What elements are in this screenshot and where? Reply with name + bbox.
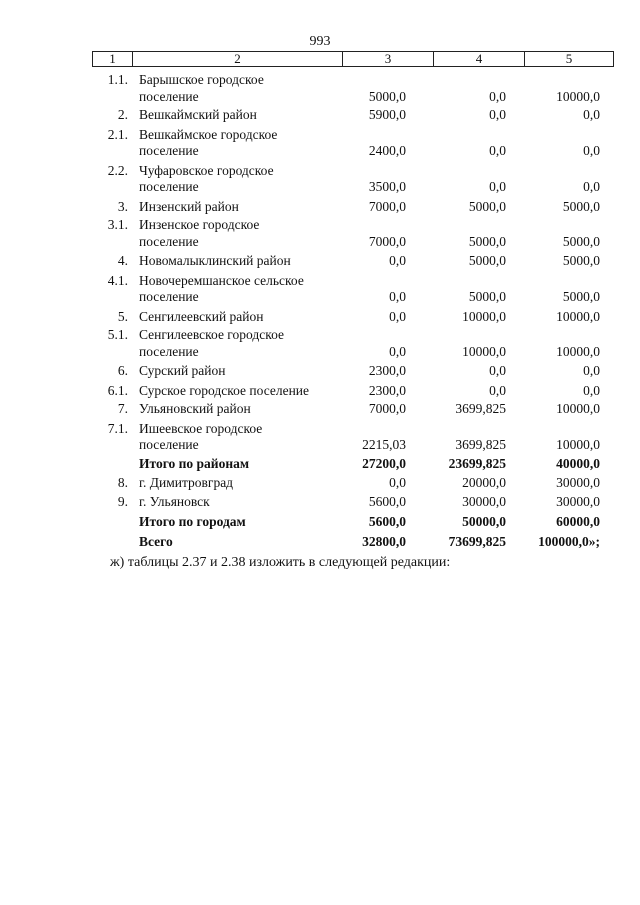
value-col-4: 0,0 <box>489 88 506 104</box>
table-body <box>92 72 614 550</box>
row-name <box>139 163 329 196</box>
value-col-5: 5000,0 <box>562 253 600 268</box>
row-name-line: поселение <box>139 437 199 452</box>
row-name <box>139 514 329 531</box>
row-name-line: г. Ульяновск <box>139 493 210 509</box>
value-col-3: 0,0 <box>389 343 406 359</box>
value-col-4: 10000,0 <box>462 343 506 359</box>
value-col-3: 32800,0 <box>362 533 406 549</box>
value-col-5: 5000,0 <box>562 198 600 214</box>
value-col-4: 5000,0 <box>468 289 506 304</box>
row-number: 2.1. <box>107 126 128 142</box>
header-col-1: 1 <box>93 52 133 66</box>
table-row <box>92 273 614 306</box>
value-col-5: 0,0 <box>583 143 600 158</box>
row-name-line: Итого по городам <box>139 514 246 529</box>
table-row <box>92 475 614 492</box>
row-name-line: Итого по районам <box>139 455 250 471</box>
row-name-line: Всего <box>139 533 173 549</box>
value-col-3: 2400,0 <box>368 143 406 158</box>
row-name-line: Барышское городское <box>139 72 264 87</box>
table-row <box>92 107 614 124</box>
table-row <box>92 127 614 160</box>
row-name-line: Сенгилеевский район <box>139 308 264 324</box>
table-row <box>92 494 614 511</box>
row-name <box>139 273 329 306</box>
row-name-line: Инзенское городское <box>139 217 260 232</box>
value-col-4: 0,0 <box>489 363 506 378</box>
value-col-5: 60000,0 <box>556 514 600 529</box>
table-header <box>92 51 614 67</box>
value-col-4: 5000,0 <box>468 198 506 214</box>
value-col-5: 0,0 <box>583 179 600 194</box>
row-number: 9. <box>117 493 128 509</box>
row-name-line: Вешкаймское городское <box>139 126 278 142</box>
row-number: 5. <box>117 308 128 324</box>
value-col-4: 0,0 <box>489 179 506 194</box>
row-name <box>139 421 329 454</box>
table-row <box>92 327 614 360</box>
value-col-4: 10000,0 <box>462 308 506 324</box>
value-col-5: 100000,0»; <box>538 533 600 549</box>
row-number: 4.1. <box>107 272 128 288</box>
row-number: 3. <box>117 198 128 214</box>
table-row <box>92 253 614 270</box>
row-number: 4. <box>117 253 128 268</box>
footer-instruction: ж) таблицы 2.37 и 2.38 изложить в следующей редакции: <box>110 555 451 570</box>
value-col-4: 0,0 <box>489 143 506 158</box>
row-name-line: поселение <box>139 343 199 359</box>
table-row <box>92 456 614 473</box>
table-row <box>92 309 614 326</box>
header-col-3: 3 <box>343 52 434 66</box>
value-col-3: 7000,0 <box>368 198 406 214</box>
table-row <box>92 72 614 105</box>
value-col-4: 20000,0 <box>462 475 506 490</box>
value-col-4: 30000,0 <box>462 493 506 509</box>
row-name-line: Инзенский район <box>139 198 239 214</box>
value-col-5: 0,0 <box>583 382 600 398</box>
value-col-5: 10000,0 <box>556 437 600 452</box>
table-row <box>92 421 614 454</box>
value-col-3: 0,0 <box>389 289 406 304</box>
value-col-4: 23699,825 <box>448 455 506 471</box>
row-number: 2. <box>117 107 128 122</box>
row-name-line: поселение <box>139 143 199 158</box>
row-name-line: поселение <box>139 233 199 249</box>
row-number: 3.1. <box>107 217 128 232</box>
value-col-4: 5000,0 <box>468 233 506 249</box>
row-name-line: Чуфаровское городское <box>139 162 274 178</box>
row-name-line: поселение <box>139 179 199 194</box>
value-col-3: 27200,0 <box>362 455 406 471</box>
header-col-2: 2 <box>133 52 343 66</box>
row-name-line: Новочеремшанское сельское <box>139 272 304 288</box>
row-number: 5.1. <box>107 327 128 342</box>
row-name-line: поселение <box>139 289 199 304</box>
row-name <box>139 363 329 380</box>
value-col-5: 10000,0 <box>556 401 600 416</box>
row-number: 7.1. <box>107 420 128 436</box>
value-col-5: 10000,0 <box>556 308 600 324</box>
row-name <box>139 383 329 400</box>
value-col-3: 0,0 <box>389 308 406 324</box>
row-name <box>139 199 329 216</box>
value-col-3: 2215,03 <box>362 437 406 452</box>
header-col-5: 5 <box>565 51 573 66</box>
value-col-3: 0,0 <box>389 475 406 490</box>
value-col-4: 0,0 <box>489 382 506 398</box>
value-col-3: 7000,0 <box>368 233 406 249</box>
row-name-line: Сенгилеевское городское <box>139 327 285 342</box>
row-name <box>139 327 329 360</box>
value-col-5: 30000,0 <box>556 475 600 490</box>
value-col-3: 2300,0 <box>368 382 406 398</box>
value-col-3: 0,0 <box>389 253 406 268</box>
row-name-line: г. Димитровград <box>139 475 234 490</box>
value-col-5: 0,0 <box>583 363 600 378</box>
row-name-line: Сурский район <box>139 363 226 378</box>
row-name <box>139 401 329 418</box>
row-name <box>139 253 329 270</box>
value-col-5: 5000,0 <box>562 289 600 304</box>
value-col-4: 3699,825 <box>455 437 506 452</box>
value-col-5: 30000,0 <box>556 493 600 509</box>
row-number: 6.1. <box>107 382 128 398</box>
row-name <box>139 534 329 551</box>
row-name <box>139 494 329 511</box>
table-row <box>92 401 614 418</box>
value-col-4: 3699,825 <box>455 401 506 416</box>
row-name-line: Ишеевское городское <box>139 420 263 436</box>
table-row <box>92 383 614 400</box>
value-col-4: 5000,0 <box>468 253 506 268</box>
row-name <box>139 309 329 326</box>
value-col-3: 5000,0 <box>368 88 406 104</box>
table-row <box>92 163 614 196</box>
value-col-5: 10000,0 <box>556 343 600 359</box>
row-name-line: Сурское городское поселение <box>139 382 310 398</box>
value-col-3: 7000,0 <box>368 401 406 416</box>
value-col-3: 5600,0 <box>368 493 406 509</box>
table-row <box>92 363 614 380</box>
row-number: 7. <box>117 401 128 416</box>
value-col-4: 50000,0 <box>462 514 506 529</box>
row-name <box>139 456 329 473</box>
value-col-5: 5000,0 <box>562 233 600 249</box>
value-col-5: 40000,0 <box>556 455 600 471</box>
row-name <box>139 475 329 492</box>
page-number: 993 <box>309 34 331 49</box>
value-col-5: 0,0 <box>583 107 600 122</box>
row-name-line: Вешкаймский район <box>139 107 257 122</box>
value-col-3: 3500,0 <box>368 179 406 194</box>
row-number: 1.1. <box>107 72 128 87</box>
row-number: 2.2. <box>107 162 128 178</box>
table-row <box>92 534 614 551</box>
row-name <box>139 217 329 250</box>
row-name <box>139 107 329 124</box>
value-col-4: 73699,825 <box>448 533 506 549</box>
row-name-line: Новомалыклинский район <box>139 253 291 268</box>
table-row <box>92 514 614 531</box>
value-col-3: 2300,0 <box>368 363 406 378</box>
row-name <box>139 72 329 105</box>
header-col-4: 4 <box>434 52 525 66</box>
row-name <box>139 127 329 160</box>
row-number: 6. <box>117 363 128 378</box>
value-col-3: 5600,0 <box>368 514 406 529</box>
value-col-3: 5900,0 <box>368 107 406 122</box>
value-col-4: 0,0 <box>489 107 506 122</box>
table-row <box>92 217 614 250</box>
table-row <box>92 199 614 216</box>
row-name-line: поселение <box>139 88 199 104</box>
value-col-5: 10000,0 <box>556 88 600 104</box>
row-number: 8. <box>117 475 128 490</box>
row-name-line: Ульяновский район <box>139 401 251 416</box>
